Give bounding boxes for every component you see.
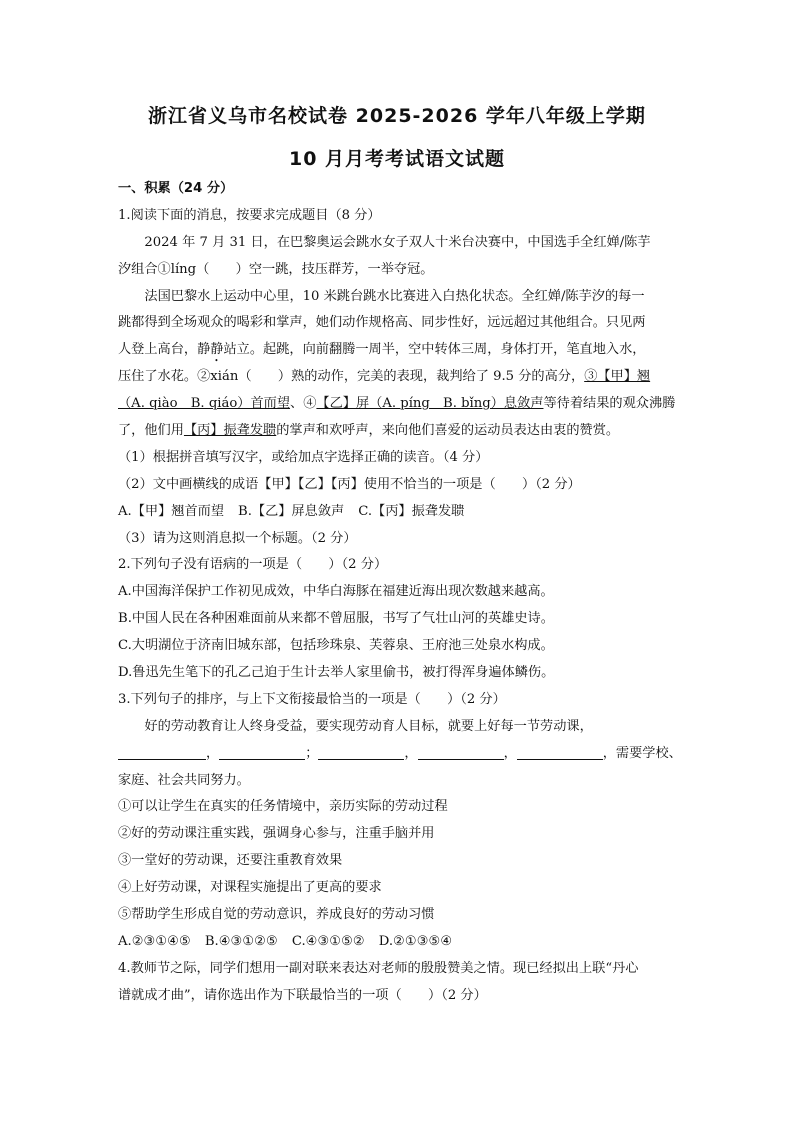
q1-news-line [118, 391, 686, 418]
exam-title-line2: 10 月月考考试语文试题 [288, 148, 506, 170]
text-run: 站立。起跳，向前翻腾一周半，空中转体三周，身体打开，笔直地入水， [223, 342, 646, 358]
q1-news-line: 跳都得到全场观众的喝彩和掌声，她们动作规格高、同步性好，远远超过其他组合。只见两 [118, 315, 646, 331]
text-run: 了，他们用 [118, 423, 184, 439]
q1-subquestion: （2）文中画横线的成语【甲】【乙】【丙】使用不恰当的一项是（ ）（2 分） [118, 476, 581, 492]
option-b: B.【乙】屏息敛声 [238, 503, 345, 519]
underlined-idiom: 【乙】屏（A. píng B. bǐng）息敛声 [316, 396, 544, 412]
fill-blank[interactable] [418, 743, 504, 760]
section-heading: 一、积累（24 分） [118, 181, 234, 196]
text-run: 等待着结果的观众沸腾 [543, 396, 676, 412]
q1-news-line [118, 364, 686, 391]
q3-options [118, 929, 686, 956]
punct: ， [404, 745, 418, 761]
text-run: 人登上高台，静 [118, 342, 211, 358]
underlined-idiom: （A. qiào B. qiáo）首而望 [118, 396, 291, 412]
q3-sentence: ④上好劳动课，对课程实施提出了更高的要求 [118, 880, 382, 896]
q3-intro: 好的劳动教育让人终身受益，要实现劳动育人目标，就要上好每一节劳动课， [144, 718, 593, 734]
option-c: C.④③①⑤② [291, 933, 365, 949]
q3-stem: 3.下列句子的排序，与上下文衔接最恰当的一项是（ ）（2 分） [118, 691, 506, 707]
q1-news-line: 汐组合①líng（ ）空一跳，技压群芳，一举夺冠。 [118, 261, 434, 277]
option-a: A.②③①④⑤ [118, 933, 191, 949]
q3-sentence: ①可以让学生在真实的任务情境中，亲历实际的劳动过程 [118, 799, 448, 815]
option-d: D.②①③⑤④ [378, 933, 453, 949]
fill-blank[interactable] [517, 743, 603, 760]
fill-blank[interactable] [219, 743, 305, 760]
punct: ， [206, 745, 220, 761]
option-b: B.④③①②⑤ [204, 933, 278, 949]
dotted-char: 静 [210, 342, 224, 358]
q1-news-line [118, 418, 686, 445]
q3-blanks-line [118, 741, 686, 768]
q2-stem: 2.下列句子没有语病的一项是（ ）（2 分） [118, 557, 388, 573]
underlined-idiom: 【丙】振聋发聩 [183, 423, 277, 439]
q1-news-line: 2024 年 7 月 31 日，在巴黎奥运会跳水女子双人十米台决赛中，中国选手全红婵/陈芋 [144, 234, 651, 250]
q2-option-a: A.中国海洋保护工作初见成效，中华白海豚在福建近海出现次数越来越高。 [118, 584, 554, 600]
q4-stem: 谱就成才曲”，请你选出作为下联最恰当的一项（ ）（2 分） [118, 987, 487, 1003]
option-c: C.【丙】振聋发聩 [358, 503, 465, 519]
exam-body [118, 176, 686, 1010]
q1-subquestion: （1）根据拼音填写汉字，或给加点字选择正确的读音。（4 分） [118, 449, 489, 465]
exam-title-line1: 浙江省义乌市名校试卷 2025-2026 学年八年级上学期 [148, 105, 646, 127]
q3-sentence: ③一堂好的劳动课，还要注重教育效果 [118, 853, 343, 869]
q4-stem: 4.教师节之际，同学们想用一副对联来表达对老师的殷殷赞美之情。现已经拟出上联“丹心 [118, 960, 639, 976]
q3-sentence: ⑤帮助学生形成自觉的劳动意识，养成良好的劳动习惯 [118, 907, 435, 923]
q1-options [118, 499, 686, 526]
punct: ， [503, 745, 517, 761]
punct: ，需要学校、 [602, 745, 682, 761]
text-run: 压住了水花。②xián（ ）熟的动作，完美的表现，裁判给了 9.5 分的高分， [118, 369, 585, 385]
text-run: 、④ [290, 396, 317, 412]
q1-stem: 1.阅读下面的消息，按要求完成题目（8 分） [118, 207, 381, 223]
underlined-idiom: ③【甲】翘 [584, 369, 651, 385]
q2-option-c: C.大明湖位于济南旧城东部，包括珍珠泉、芙蓉泉、王府池三处泉水构成。 [118, 638, 554, 654]
q2-option-d: D.鲁迅先生笔下的孔乙己迫于生计去举人家里偷书，被打得浑身遍体鳞伤。 [118, 665, 555, 681]
q3-line: 家庭、社会共同努力。 [118, 772, 250, 788]
option-a: A.【甲】翘首而望 [118, 503, 225, 519]
fill-blank[interactable] [118, 743, 206, 760]
fill-blank[interactable] [318, 743, 404, 760]
punct: ； [305, 745, 319, 761]
q1-subquestion: （3）请为这则消息拟一个标题。（2 分） [118, 530, 357, 546]
text-run: 的掌声和欢呼声，来向他们喜爱的运动员表达由衷的赞赏。 [276, 423, 620, 439]
q1-news-line: 法国巴黎水上运动中心里，10 米跳台跳水比赛进入白热化状态。全红婵/陈芋汐的每一 [144, 288, 645, 304]
q3-sentence: ②好的劳动课注重实践，强调身心参与，注重手脑并用 [118, 826, 435, 842]
q1-news-line [118, 337, 686, 364]
q2-option-b: B.中国人民在各种困难面前从来都不曾屈服，书写了气壮山河的英雄史诗。 [118, 611, 554, 627]
